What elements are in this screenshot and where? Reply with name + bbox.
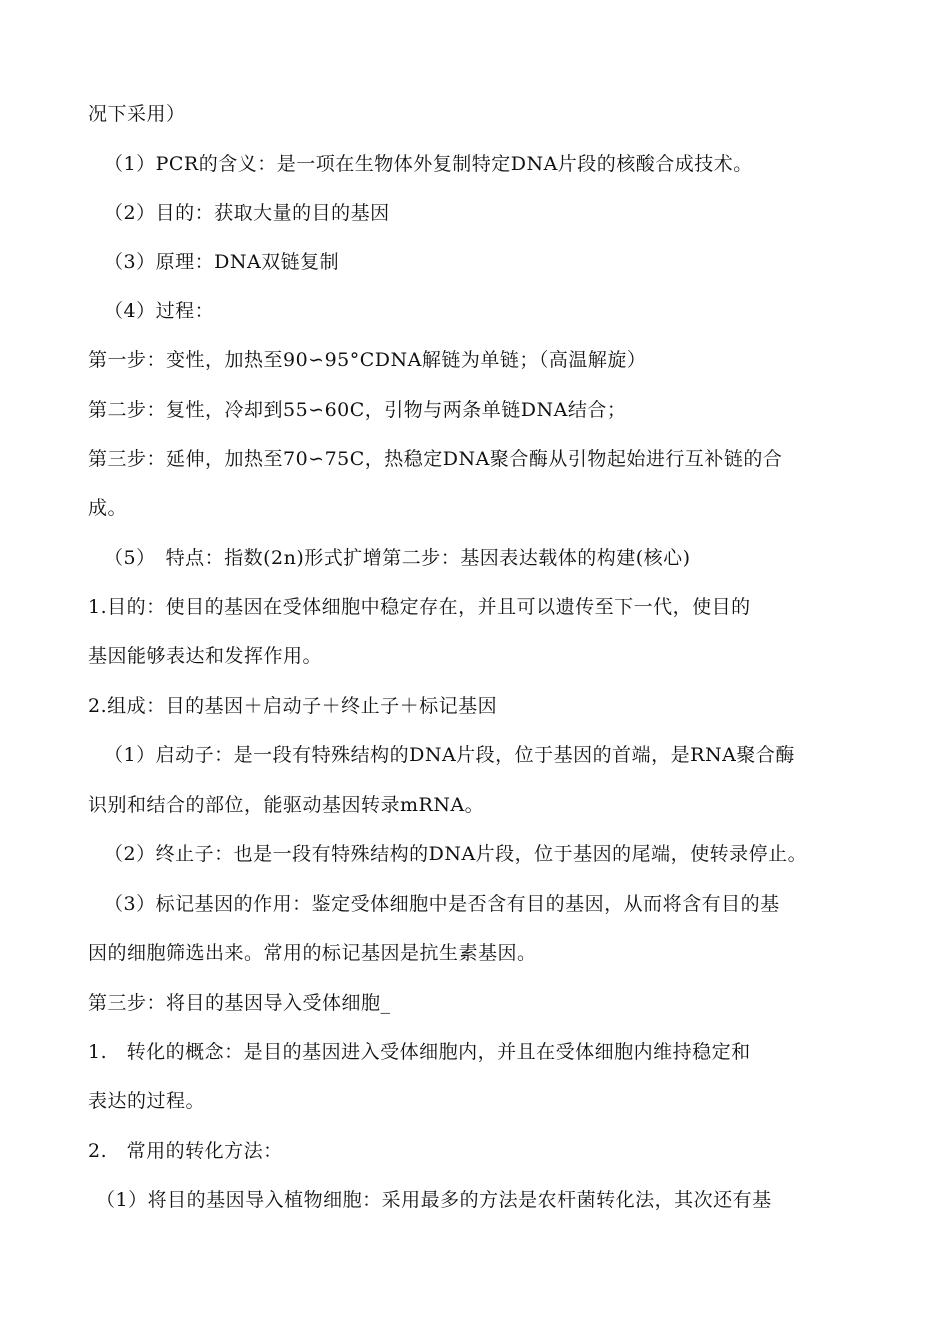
text-line-promoter-end: 识别和结合的部位，能驱动基因转录mRNA。 xyxy=(88,794,485,816)
text-line-marker-gene-end: 因的细胞筛选出来。常用的标记基因是抗生素基因。 xyxy=(88,942,537,964)
text-line-transformation-methods: 2. 常用的转化方法： xyxy=(88,1140,283,1162)
text-line-vector-purpose-end: 基因能够表达和发挥作用。 xyxy=(88,645,323,667)
text-line-step-three-end: 成。 xyxy=(88,497,128,519)
text-line-continuation: 况下采用） xyxy=(88,103,186,125)
text-line-vector-purpose: 1.目的：使目的基因在受体细胞中稳定存在，并且可以遗传至下一代，使目的 xyxy=(88,596,751,618)
text-line-transformation-concept-end: 表达的过程。 xyxy=(88,1090,206,1112)
text-line-step-two: 第二步：复性，冷却到55∽60C，引物与两条单链DNA结合； xyxy=(88,399,627,421)
text-line-transformation-concept: 1. 转化的概念：是目的基因进入受体细胞内，并且在受体细胞内维持稳定和 xyxy=(88,1041,751,1063)
text-line-composition: 2.组成：目的基因＋启动子＋终止子＋标记基因 xyxy=(88,695,498,717)
text-line-terminator: （2）终止子：也是一段有特殊结构的DNA片段，位于基因的尾端，使转录停止。 xyxy=(104,843,808,865)
text-line-purpose: （2）目的：获取大量的目的基因 xyxy=(104,202,390,224)
text-line-step-three-heading: 第三步：将目的基因导入受体细胞_ xyxy=(88,992,391,1014)
text-line-promoter: （1）启动子：是一段有特殊结构的DNA片段，位于基因的首端，是RNA聚合酶 xyxy=(104,744,795,766)
text-line-features: （5） 特点：指数(2n)形式扩增第二步：基因表达载体的构建(核心) xyxy=(104,547,691,569)
text-line-plant-cell-method: （1）将目的基因导入植物细胞：采用最多的方法是农杆菌转化法，其次还有基 xyxy=(96,1189,772,1211)
text-line-step-one: 第一步：变性，加热至90∽95°CDNA解链为单链；（高温解旋） xyxy=(88,349,647,371)
text-line-principle: （3）原理：DNA双链复制 xyxy=(104,251,340,273)
text-line-step-three: 第三步：延伸，加热至70∽75C，热稳定DNA聚合酶从引物起始进行互补链的合 xyxy=(88,448,783,470)
text-line-pcr-meaning: （1）PCR的含义：是一项在生物体外复制特定DNA片段的核酸合成技术。 xyxy=(104,153,753,175)
text-line-process: （4）过程： xyxy=(104,300,215,322)
text-line-marker-gene: （3）标记基因的作用：鉴定受体细胞中是否含有目的基因，从而将含有目的基 xyxy=(104,893,780,915)
